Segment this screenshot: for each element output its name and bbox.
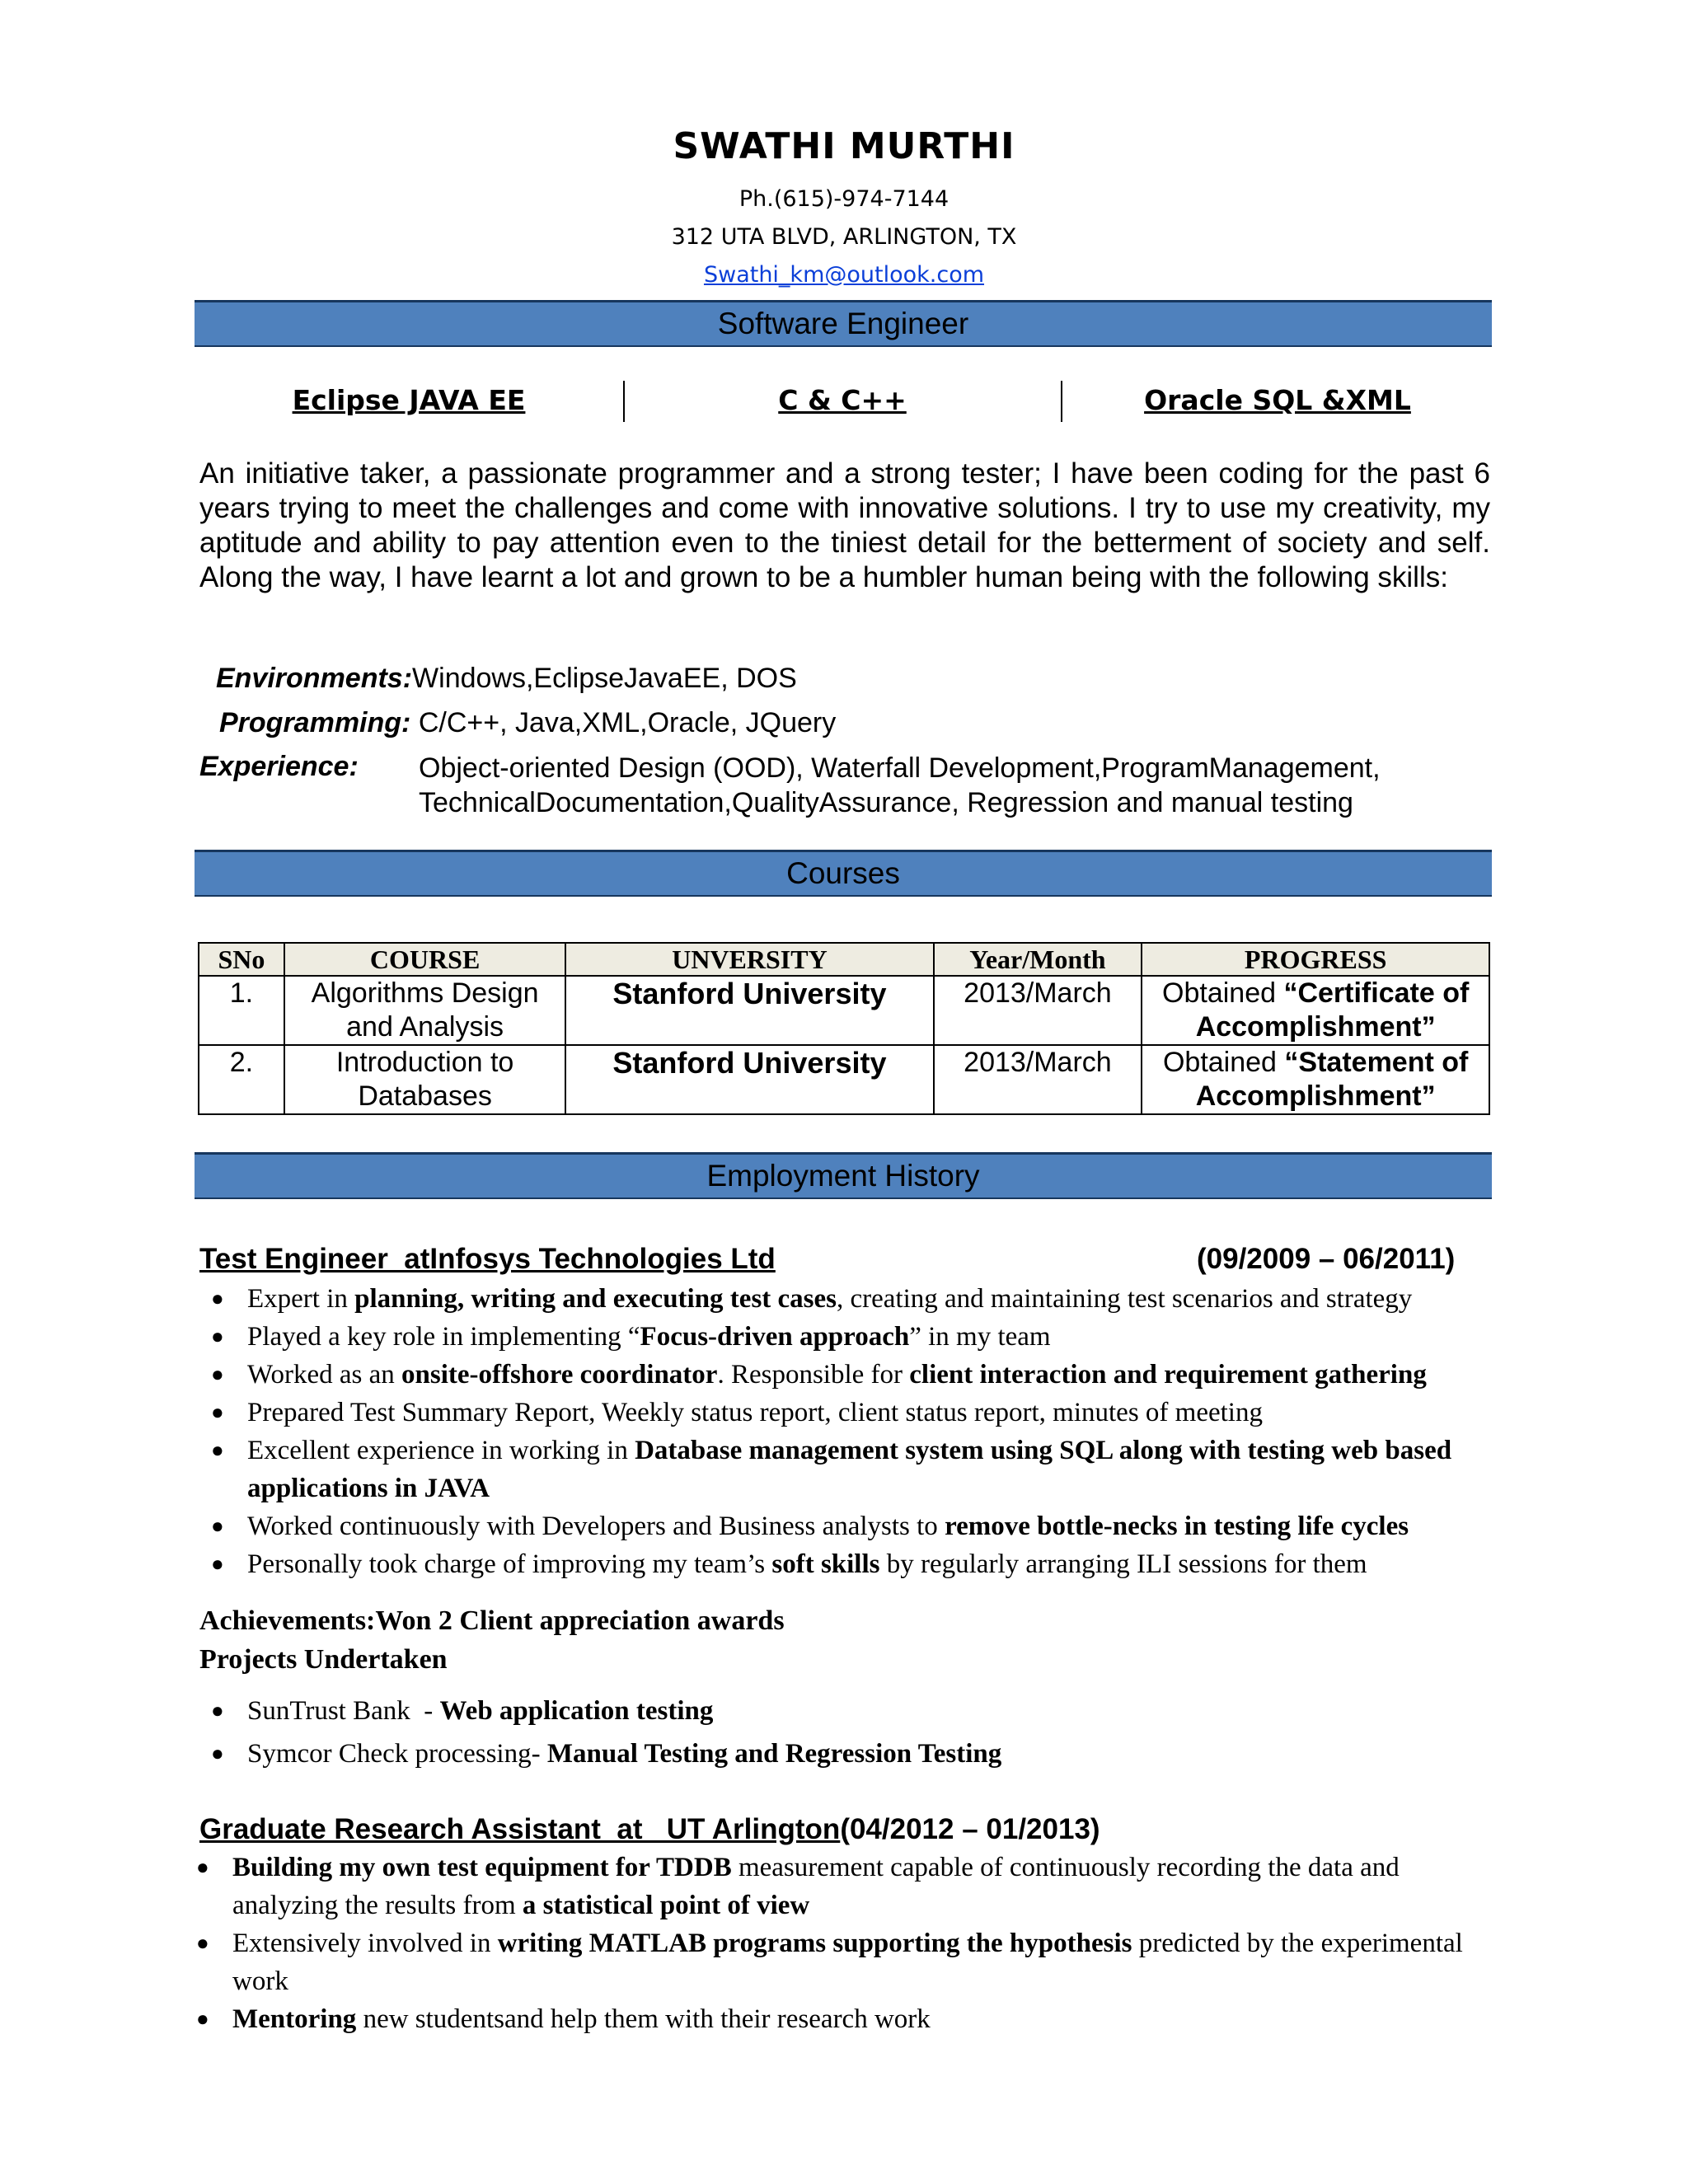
bullet-text: Excellent experience in working in bbox=[247, 1436, 635, 1465]
bullet-text: Symcor Check processing- bbox=[247, 1739, 547, 1769]
phone-number: Ph.(615)-974-7144 bbox=[738, 186, 950, 212]
bullet-icon: ● bbox=[211, 1286, 224, 1310]
cell-course: Introduction to Databases bbox=[284, 1045, 566, 1114]
bullet-bold: Mentoring bbox=[232, 2004, 357, 2034]
bullet-text: Worked continuously with Developers and Business analysts to bbox=[247, 1511, 945, 1541]
table-header-row bbox=[199, 943, 1489, 976]
progress-prefix: Obtained bbox=[1162, 1047, 1285, 1078]
bullet-icon: ● bbox=[196, 2007, 209, 2031]
col-header-university: UNVERSITY bbox=[565, 943, 933, 976]
col-header-sno: SNo bbox=[199, 943, 284, 976]
bullet-icon: ● bbox=[196, 1855, 209, 1879]
programming-value: C/C++, Java,XML,Oracle, JQuery bbox=[418, 707, 837, 738]
list-item bbox=[185, 1849, 1495, 1924]
bullet-icon: ● bbox=[211, 1699, 224, 1722]
bullet-text: SunTrust Bank - bbox=[247, 1696, 440, 1726]
list-item bbox=[199, 1356, 1495, 1394]
environments-value: Windows,EclipseJavaEE, DOS bbox=[412, 663, 797, 694]
list-item bbox=[185, 1924, 1495, 2000]
environments-line bbox=[216, 663, 797, 695]
progress-status: “Statement of Accomplishment” bbox=[1195, 1047, 1469, 1112]
bullet-bold: a statistical point of view bbox=[522, 1891, 810, 1920]
bullet-icon: ● bbox=[211, 1741, 224, 1765]
bullet-text: Extensively involved in bbox=[232, 1929, 498, 1958]
bullet-bold: client interaction and requirement gathering bbox=[909, 1360, 1427, 1390]
cell-sno: 1. bbox=[199, 976, 284, 1045]
col-header-course: COURSE bbox=[284, 943, 566, 976]
cell-university: Stanford University bbox=[565, 976, 933, 1045]
bullet-icon: ● bbox=[211, 1438, 224, 1462]
bullet-icon: ● bbox=[211, 1362, 224, 1386]
bullet-text: by regularly arranging ILI sessions for them bbox=[879, 1549, 1367, 1579]
skill-divider bbox=[1061, 381, 1062, 422]
table-row bbox=[199, 1045, 1489, 1114]
cell-date: 2013/March bbox=[934, 976, 1142, 1045]
bullet-text: Expert in bbox=[247, 1284, 355, 1314]
col-header-progress: PROGRESS bbox=[1142, 943, 1489, 976]
bullet-text: . Responsible for bbox=[717, 1360, 910, 1390]
bullet-bold: remove bottle-necks in testing life cycles bbox=[945, 1511, 1409, 1541]
experience-label-wrap bbox=[199, 751, 359, 783]
bullet-icon: ● bbox=[211, 1324, 224, 1348]
job2-dates: (04/2012 – 01/2013) bbox=[840, 1813, 1100, 1845]
skill-oracle: Oracle SQL &XML bbox=[1144, 384, 1411, 416]
list-item bbox=[199, 1545, 1495, 1583]
job1-heading bbox=[199, 1243, 776, 1276]
job1-bullets bbox=[199, 1280, 1495, 1583]
bullet-bold: planning, writing and executing test cases bbox=[354, 1284, 837, 1314]
cell-progress bbox=[1142, 976, 1489, 1045]
list-item bbox=[199, 1280, 1495, 1318]
programming-line bbox=[219, 707, 836, 739]
bullet-text: predicted by the experimental work bbox=[232, 1929, 1463, 1996]
bullet-text: Prepared Test Summary Report, Weekly status report, client status report, minutes of meeting bbox=[247, 1398, 1263, 1427]
job2-heading bbox=[199, 1813, 1100, 1846]
job1-title: Test Engineer atInfosys Technologies Ltd bbox=[199, 1243, 776, 1275]
skill-c-cpp: C & C++ bbox=[778, 384, 907, 416]
bullet-bold: writing MATLAB programs supporting the hypothesis bbox=[497, 1929, 1132, 1958]
cell-date: 2013/March bbox=[934, 1045, 1142, 1114]
job2-bullets bbox=[185, 1849, 1495, 2038]
summary-paragraph: An initiative taker, a passionate programmer and a strong tester; I have been coding for the past 6 years trying to meet the challenges and come with innovative solutions. I try to use my creativity, my aptitude and ability to pay attention even to the tiniest detail for the betterment of society and self. Along the way, I have learnt a lot and grown to be a humbler human being with the following skills: bbox=[199, 457, 1490, 593]
list-item bbox=[199, 1732, 1495, 1775]
list-item bbox=[185, 2000, 1495, 2038]
bullet-bold: Web application testing bbox=[439, 1696, 714, 1726]
bullet-text: Worked as an bbox=[247, 1360, 402, 1390]
address: 312 UTA BLVD, ARLINGTON, TX bbox=[671, 224, 1017, 250]
list-item bbox=[199, 1318, 1495, 1356]
skill-eclipse: Eclipse JAVA EE bbox=[292, 384, 526, 416]
bullet-icon: ● bbox=[196, 1931, 209, 1955]
email-link[interactable]: Swathi_km@outlook.com bbox=[703, 262, 985, 288]
bullet-text: , creating and maintaining test scenarios and strategy bbox=[837, 1284, 1413, 1314]
bullet-text: measurement capable of continuously recording the data and analyzing the results from bbox=[232, 1853, 1400, 1920]
bullet-text: new studentsand help them with their research work bbox=[356, 2004, 931, 2034]
programming-label: Programming: bbox=[219, 707, 411, 738]
bullet-text: Personally took charge of improving my team’s bbox=[247, 1549, 772, 1579]
section-bar-software-engineer: Software Engineer bbox=[195, 300, 1492, 347]
bullet-icon: ● bbox=[211, 1552, 224, 1576]
col-header-date: Year/Month bbox=[934, 943, 1142, 976]
bullet-icon: ● bbox=[211, 1514, 224, 1538]
projects-heading: Projects Undertaken bbox=[199, 1644, 448, 1675]
experience-label: Experience: bbox=[199, 751, 359, 782]
list-item bbox=[199, 1690, 1495, 1732]
candidate-name: SWATHI MURTHI bbox=[673, 125, 1015, 167]
projects-list bbox=[199, 1690, 1495, 1775]
section-bar-employment: Employment History bbox=[195, 1152, 1492, 1199]
achievements: Achievements:Won 2 Client appreciation awards bbox=[199, 1605, 785, 1636]
cell-university: Stanford University bbox=[565, 1045, 933, 1114]
environments-label: Environments: bbox=[216, 663, 413, 694]
list-item bbox=[199, 1507, 1495, 1545]
cell-progress bbox=[1142, 1045, 1489, 1114]
job1-dates: (09/2009 – 06/2011) bbox=[1197, 1243, 1456, 1275]
job2-title: Graduate Research Assistant at UT Arlington bbox=[199, 1813, 841, 1845]
progress-status: “Certificate of Accomplishment” bbox=[1195, 977, 1470, 1043]
cell-sno: 2. bbox=[199, 1045, 284, 1114]
list-item bbox=[199, 1432, 1495, 1507]
bullet-bold: Manual Testing and Regression Testing bbox=[546, 1739, 1002, 1769]
bullet-icon: ● bbox=[211, 1400, 224, 1424]
bullet-bold: Database management system using SQL along with testing web based applications in JAVA bbox=[247, 1436, 1452, 1503]
bullet-bold: onsite-offshore coordinator bbox=[401, 1360, 718, 1390]
courses-table bbox=[198, 942, 1490, 1115]
progress-prefix: Obtained bbox=[1162, 977, 1284, 1009]
bullet-text: Played a key role in implementing “ bbox=[247, 1322, 640, 1352]
cell-course: Algorithms Design and Analysis bbox=[284, 976, 566, 1045]
bullet-bold: Focus-driven approach bbox=[640, 1322, 910, 1352]
bullet-text: ” in my team bbox=[909, 1322, 1051, 1352]
skill-divider bbox=[623, 381, 625, 422]
experience-value: Object-oriented Design (OOD), Waterfall Development,ProgramManagement, TechnicalDocumentation,QualityAssurance, Regression and manual testing bbox=[419, 752, 1381, 818]
table-row bbox=[199, 976, 1489, 1045]
list-item bbox=[199, 1394, 1495, 1432]
section-bar-courses: Courses bbox=[195, 850, 1492, 897]
bullet-bold: Building my own test equipment for TDDB bbox=[232, 1853, 732, 1882]
bullet-bold: soft skills bbox=[771, 1549, 880, 1579]
